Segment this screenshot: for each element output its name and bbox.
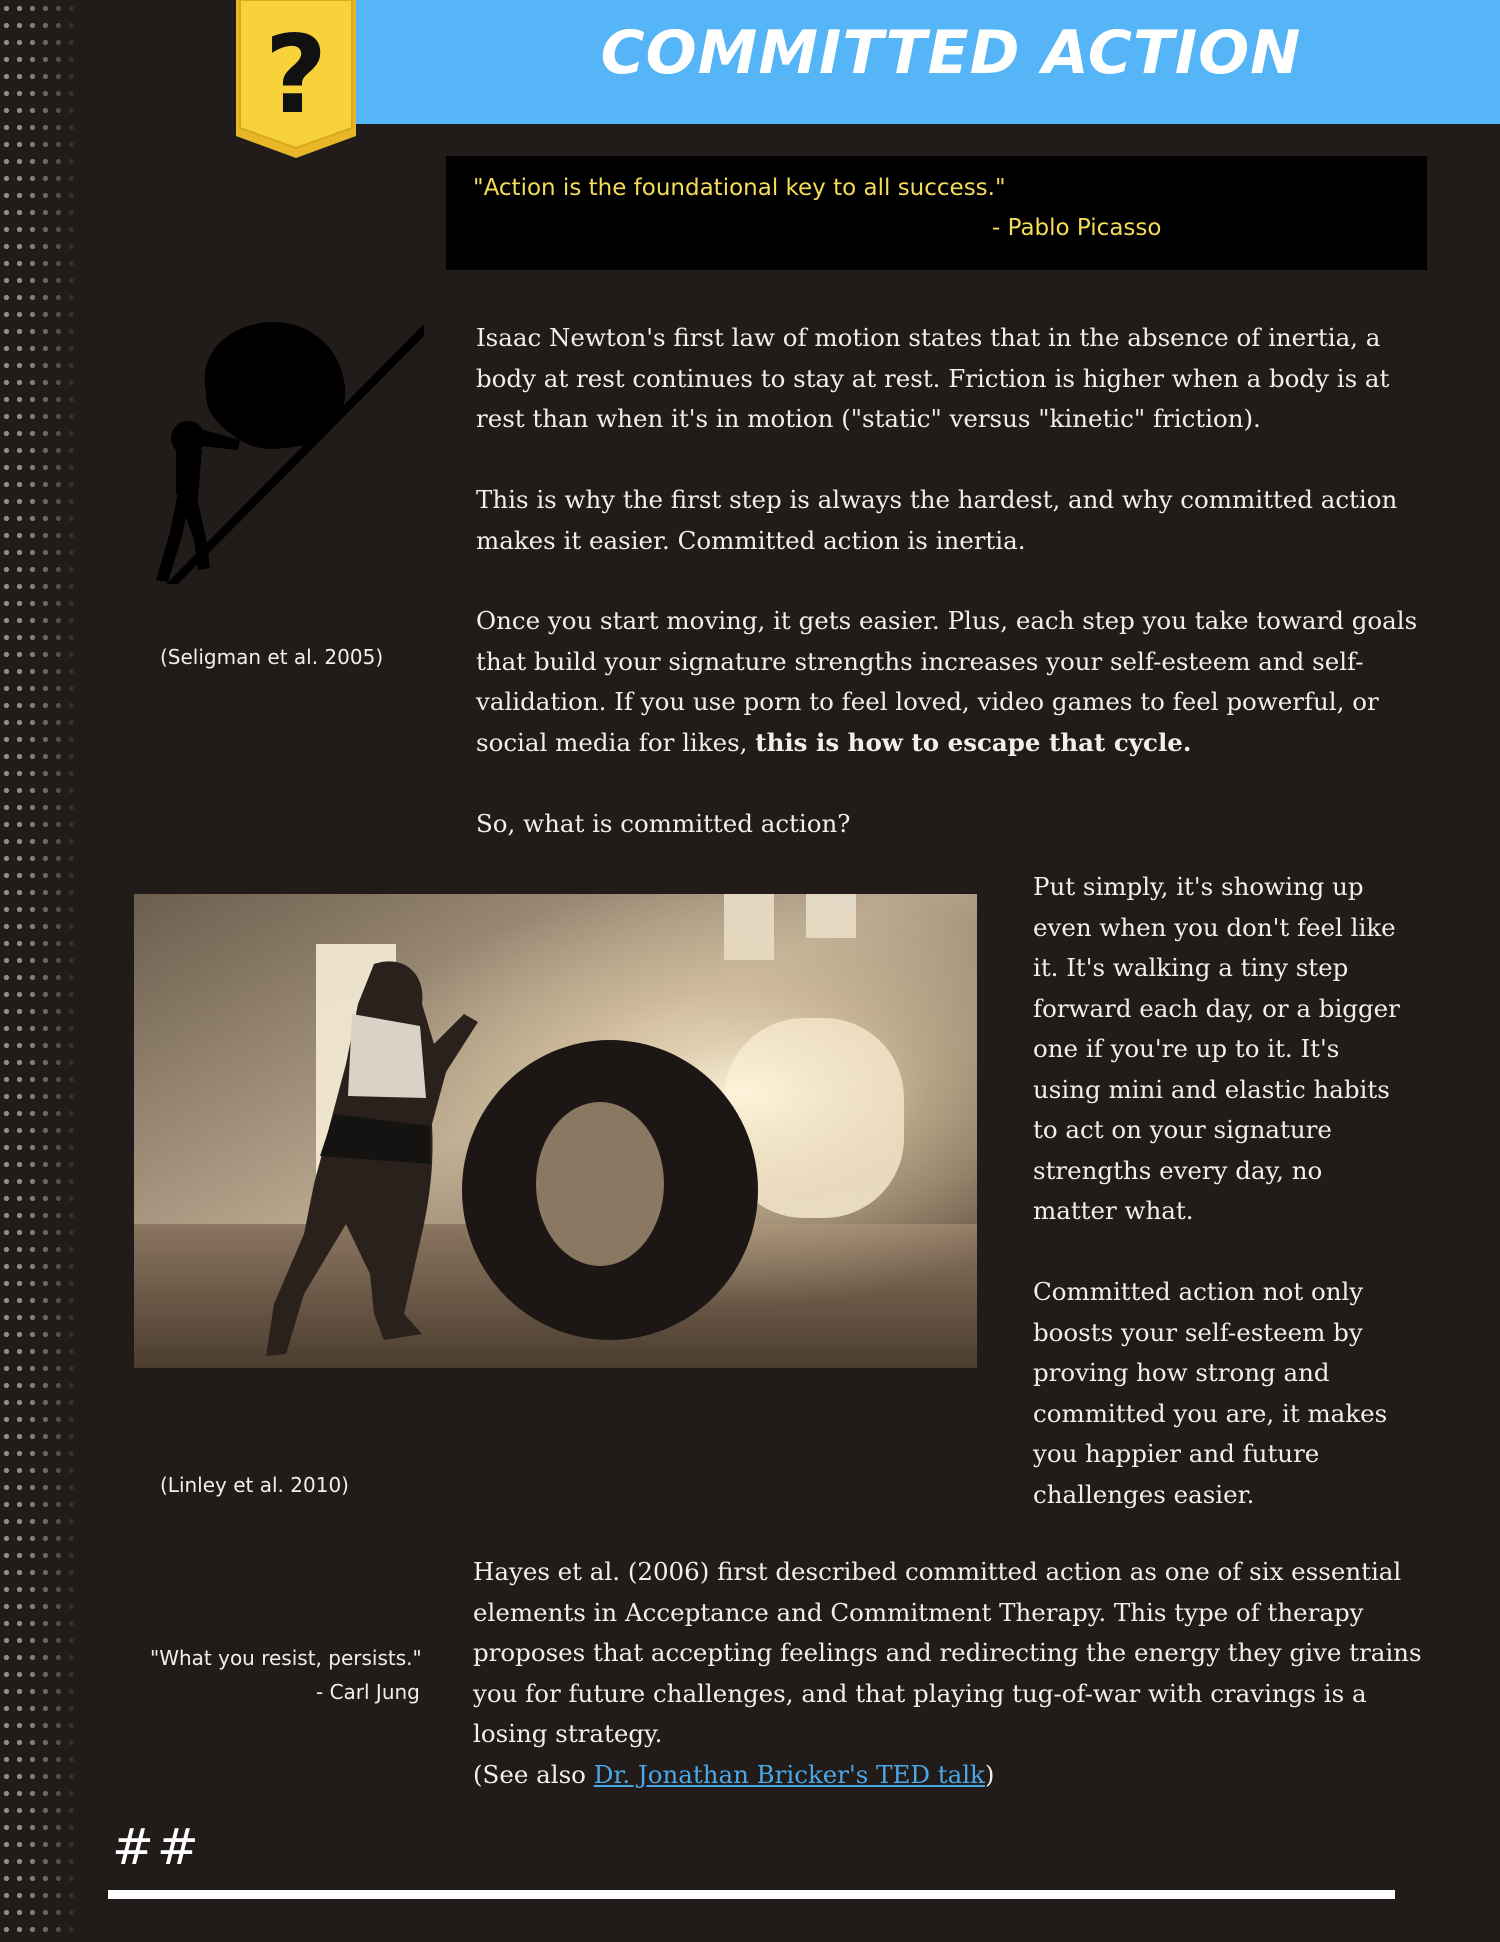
quote-author: - Pablo Picasso: [992, 215, 1162, 241]
badge-symbol: ?: [264, 13, 328, 138]
see-also-suffix: ): [984, 1760, 995, 1789]
jung-quote: "What you resist, persists.": [150, 1646, 422, 1670]
quote-box: [446, 156, 1427, 270]
intro-paragraph-1: Isaac Newton's first law of motion states that in the absence of inertia, a body at rest continues to stay at rest. Friction is higher when a body is at rest than when it's in motion ("static" versus "kinetic" friction).: [476, 323, 1390, 433]
page-number-marker: ##: [112, 1818, 202, 1876]
question-badge-icon: [236, 0, 356, 158]
quote-text: "Action is the foundational key to all success.": [473, 175, 1006, 201]
side-paragraph-1: Put simply, it's showing up even when you don't feel like it. It's walking a tiny step forward each day, or a bigger one if you're up to it. It's using mini and elastic habits to act on your signature strengths every day, no matter what.: [1033, 872, 1400, 1225]
intro-question: So, what is committed action?: [476, 809, 851, 838]
hayes-paragraph: Hayes et al. (2006) first described committed action as one of six essential elements in Acceptance and Commitment Therapy. This type of therapy proposes that accepting feelings and redirecting the energy they give trains you for future challenges, and that playing tug-of-war with cravings is a losing strategy.: [473, 1557, 1422, 1748]
jung-author: - Carl Jung: [316, 1680, 420, 1704]
see-also-prefix: (See also: [473, 1760, 594, 1789]
page-title: COMMITTED ACTION: [600, 18, 1302, 88]
tire-flip-photo: [134, 894, 977, 1368]
side-paragraph-2: Committed action not only boosts your self-esteem by proving how strong and committed you are, it makes you happier and future challenges easier.: [1033, 1277, 1388, 1509]
intro-paragraph-2: This is why the first step is always the hardest, and why committed action makes it easier. Committed action is inertia.: [476, 485, 1398, 555]
sisyphus-boulder-icon: [148, 322, 424, 584]
intro-paragraph-3: [476, 601, 1436, 763]
seligman-citation: (Seligman et al. 2005): [160, 645, 384, 669]
intro-paragraph-3-text: Once you start moving, it gets easier. Plus, each step you take toward goals that build your signature strengths increases your self-esteem and self-validation. If you use porn to feel loved, video games to feel powerful, or social media for likes,: [476, 606, 1418, 757]
header-bar: [356, 0, 1500, 124]
see-also-line: [473, 1755, 1423, 1796]
linley-citation: (Linley et al. 2010): [160, 1473, 349, 1497]
escape-cycle-emphasis: this is how to escape that cycle.: [755, 727, 1192, 757]
dotted-side-pattern: [0, 0, 80, 1942]
ted-talk-link[interactable]: Dr. Jonathan Bricker's TED talk: [593, 1760, 985, 1789]
bottom-divider: [108, 1890, 1395, 1899]
